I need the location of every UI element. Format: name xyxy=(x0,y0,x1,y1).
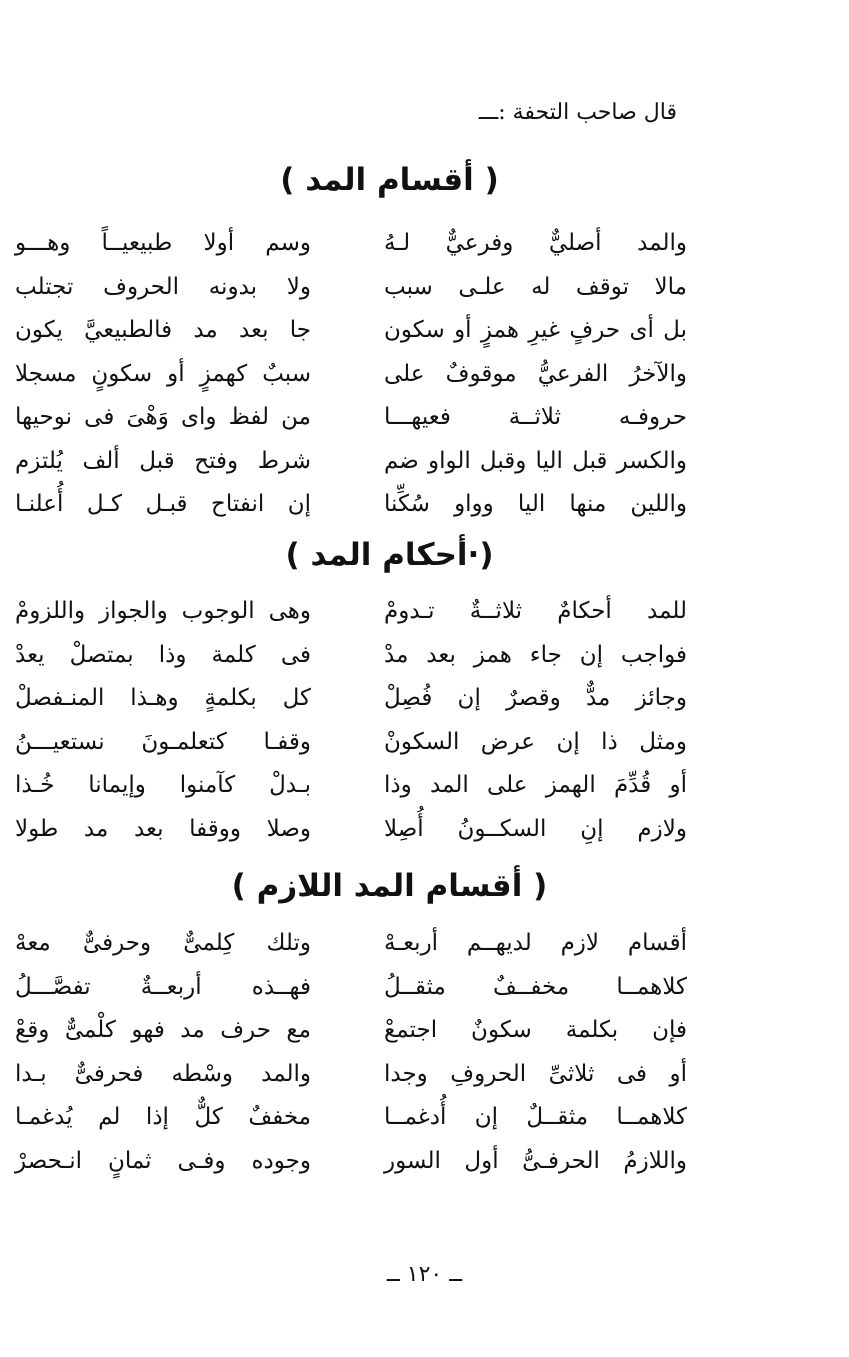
verse-left-hemistich: من لفظ واى وَهْىَ فى نوحيها xyxy=(15,404,311,430)
verse-left-hemistich: وقفـا كتعلمـونَ نستعيـــنُ xyxy=(15,728,311,755)
verse-left-hemistich: وهى الوجوب والجواز واللزومْ xyxy=(15,598,311,624)
verse-right-hemistich: واللين منها اليا وواو سُكِّنا xyxy=(384,491,687,517)
verse-row xyxy=(0,353,849,397)
verse-right-hemistich: فواجب إن جاء همز بعد مدْ xyxy=(384,641,687,668)
verse-row xyxy=(0,396,849,440)
verse-left-hemistich: مخففٌ كلٌّ إذا لم يُدغمـا xyxy=(15,1104,311,1130)
verse-left-hemistich: والمد وسْطه فحرفىٌّ بـدا xyxy=(15,1060,311,1087)
verse-row xyxy=(0,677,849,721)
verse-right-hemistich: كلاهمــا مخفــفٌ مثقــلُ xyxy=(384,973,687,1000)
verse-left-hemistich: وتلك كِلمىٌّ وحرفىٌّ معهْ xyxy=(15,930,311,956)
verse-right-hemistich: مالا توقف له علـى سبب xyxy=(384,273,687,300)
verse-right-hemistich: أقسام لازم لديهــم أربعـهْ xyxy=(384,930,687,956)
verse-left-hemistich: وصلا ووقفا بعد مد طولا xyxy=(15,815,311,842)
verse-left-hemistich: وسم أولا طبيعيــاً وهـــو xyxy=(15,230,311,256)
verse-right-hemistich: للمد أحكامٌ ثلاثــةٌ تـدومْ xyxy=(384,598,687,624)
verse-row xyxy=(0,721,849,765)
verse-row xyxy=(0,440,849,484)
verse-right-hemistich: كلاهمــا مثقــلٌ إن أُدغمــا xyxy=(384,1104,687,1130)
verse-row xyxy=(0,1140,849,1184)
verse-left-hemistich: شرط وفتح قبل ألف يُلتزم xyxy=(15,447,311,474)
verse-right-hemistich: والكسر قبل اليا وقبل الواو ضم xyxy=(384,447,687,474)
verse-left-hemistich: جا بعد مد فالطبيعيَّ يكون xyxy=(15,317,311,343)
verse-row xyxy=(0,309,849,353)
verse-row xyxy=(0,590,849,634)
poem-block-1 xyxy=(0,222,849,527)
verse-right-hemistich: أو فى ثلاثىِّ الحروفِ وجدا xyxy=(384,1060,687,1087)
verse-right-hemistich: فإن بكلمة سكونٌ اجتمعْ xyxy=(384,1017,687,1043)
verse-left-hemistich: وجوده وفـى ثمانٍ انـحصرْ xyxy=(15,1147,311,1174)
verse-right-hemistich: أو قُدِّمَ الهمز على المد وذا xyxy=(384,772,687,798)
verse-left-hemistich: ولا بدونه الحروف تجتلب xyxy=(15,273,311,300)
verse-right-hemistich: حروفـه ثلاثــة فعيهـــا xyxy=(384,404,687,430)
verse-right-hemistich: والمد أصليٌّ وفرعيٌّ لـهُ xyxy=(384,230,687,256)
verse-left-hemistich: سببٌ كهمزٍ أو سكونٍ مسجلا xyxy=(15,360,311,387)
verse-left-hemistich: مع حرف مد فهو كلْمىٌّ وقعْ xyxy=(15,1017,311,1043)
verse-left-hemistich: كل بكلمةٍ وهـذا المنـفصلْ xyxy=(15,685,311,711)
verse-row xyxy=(0,1096,849,1140)
verse-left-hemistich: بـدلْ كآمنوا وإيمانا خُـذا xyxy=(15,772,311,798)
verse-row xyxy=(0,222,849,266)
verse-left-hemistich: فى كلمة وذا بمتصلْ يعدْ xyxy=(15,641,311,668)
verse-row xyxy=(0,922,849,966)
verse-row xyxy=(0,266,849,310)
section-heading-aqsam-almadd: ( أقسام المد ) xyxy=(280,162,499,198)
verse-row xyxy=(0,764,849,808)
intro-line: قال صاحب التحفة :ـــ xyxy=(478,100,677,125)
verse-right-hemistich: بل أى حرفٍ غيرِ همزٍ أو سكون xyxy=(384,317,687,343)
verse-left-hemistich: فهــذه أربعــةٌ تفصَّـــلُ xyxy=(15,973,311,1000)
verse-row xyxy=(0,634,849,678)
verse-row xyxy=(0,966,849,1010)
verse-right-hemistich: ومثل ذا إن عرض السكونْ xyxy=(384,728,687,755)
verse-right-hemistich: وجائز مدٌّ وقصرٌ إن فُصِلْ xyxy=(384,685,687,711)
verse-right-hemistich: والآخرُ الفرعيُّ موقوفٌ على xyxy=(384,360,687,387)
verse-row xyxy=(0,1053,849,1097)
verse-right-hemistich: ولازم إنِ السكــونُ أُصِلا xyxy=(384,815,687,842)
poem-block-3 xyxy=(0,922,849,1183)
section-heading-aqsam-almadd-allazim: ( أقسام المد اللازم ) xyxy=(231,868,548,904)
verse-row xyxy=(0,483,849,527)
verse-row xyxy=(0,1009,849,1053)
poem-block-2 xyxy=(0,590,849,851)
section-heading-ahkam-almadd: (·أحكام المد ) xyxy=(285,537,494,573)
page-number: ــ ١٢٠ ــ xyxy=(386,1262,463,1287)
verse-right-hemistich: واللازمُ الحرفـىُّ أول السور xyxy=(384,1147,687,1174)
verse-left-hemistich: إن انفتاح قبـل كـل أُعلنـا xyxy=(15,491,311,517)
verse-row xyxy=(0,808,849,852)
